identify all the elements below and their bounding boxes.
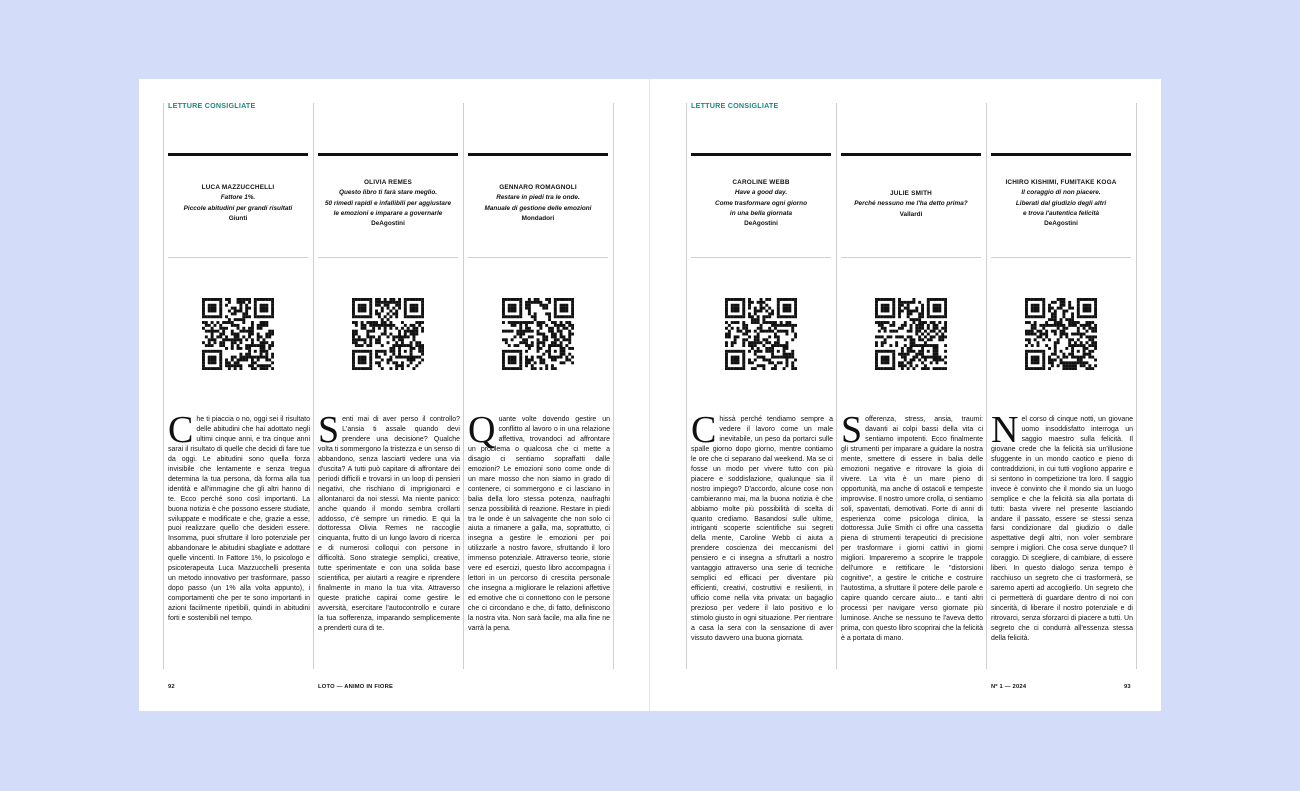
book-publisher: Vallardi [899, 210, 923, 218]
left-page [139, 79, 650, 711]
book-description [991, 415, 1133, 669]
drop-cap: N [991, 415, 1019, 451]
magazine-spread [139, 79, 1161, 711]
page-number: 93 [1124, 684, 1131, 690]
book-title-line: Have a good day. [734, 189, 788, 197]
qr-code [352, 298, 424, 370]
book-title-line: Il coraggio di non piacere. [1021, 189, 1101, 197]
book-info [318, 173, 458, 243]
qr-code [1025, 298, 1097, 370]
description-text: hissà perché tendiamo sempre a vedere il lavoro come un male inevitabile, un peso da portarci sulle spalle giorno dopo giorno, mentre contiamo le ore che ci separano dal weekend. Ma se ci fosse un modo per vivere tutto con più piacere e soddisfazione, qualunque sia il nostro impiego? D'accordo, alcune cose non cambieranno mai, ma la buona notizia è che abbiamo molte più possibilità di scelta di quanto crediamo. Basandosi sulle ultime, intriganti scoperte scientifiche sui segreti della mente, Caroline Webb ci aiuta a prendere coscienza dei meccanismi del pensiero e ci insegna a sfruttarli a nostro vantaggio attraverso una serie di tecniche semplici ed efficaci per diventare più efficienti, creativi, costruttivi e resilienti, in ufficio come nella vita privata: un bagaglio prezioso per vedere il lato positivo e lo stimolo giusto in ogni situazione. Per rientrare a casa la sera con la sensazione di aver vissuto davvero una buona giornata. [691, 416, 833, 642]
description-text: offerenza, stress, ansia, traumi: davanti ai colpi bassi della vita ci sentiamo impotenti. Ecco finalmente gli strumenti per imparare a guidare la nostra mente, smettere di essere in balia delle emozioni negative e ritrovare la gioia di vivere. La vita è un mare pieno di opportunità, ma anche di ostacoli e tempeste improvvise. Il nostro umore crolla, ci sentiamo soli, spaventati, demotivati. Forte di anni di esperienza come psicologa clinica, la dottoressa Julie Smith ci offre una cassetta piena di strumenti terapeutici di precisione per trasformare i giorni cattivi in giorni migliori. Impareremo a scoprire le trappole dell'umore e rettificare le "distorsioni cognitive", a gestire le critiche e costruire l'autostima, a sfruttare il potere delle parole e capire quando cercare aiuto... e tanti altri processi per navigare verso giornate più luminose. Anche se nessuno te l'aveva detto prima, con questo libro scoprirai che la felicità è a portata di mano. [841, 416, 983, 642]
book-column [991, 153, 1131, 669]
column-divider [318, 257, 458, 258]
qr-code [202, 298, 274, 370]
book-column [168, 153, 308, 669]
column-divider [468, 257, 608, 258]
book-info [991, 173, 1131, 243]
column-rule [613, 103, 614, 669]
book-title-line: Liberati dal giudizio degli altri [1015, 199, 1107, 207]
book-publisher: DeAgostini [1044, 220, 1078, 228]
book-description [841, 415, 983, 669]
column-top-bar [318, 153, 458, 156]
book-column [468, 153, 608, 669]
column-top-bar [691, 153, 831, 156]
description-text: uante volte dovendo gestire un conflitto al lavoro o in una relazione affettiva, trovandoci ad affrontare un problema o qualcosa che ci mette a disagio ci sentiamo sopraffatti dalle emozioni? Le emozioni sono come onde di un mare mosso che non siamo in grado di contenere, ci sommergono e ci lasciano in balia della loro stessa potenza, naufraghi senza possibilità di reazione. Restare in piedi tra le onde è un salvagente che non solo ci aiuta a rimanere a galla, ma, soprattutto, ci insegna a gestire le emozioni per poi utilizzarle a nostro favore, sfruttando il loro immenso potenziale. Attraverso teorie, storie vere ed esercizi, questo libro accompagna i lettori in un percorso di crescita personale che insegna a migliorare le relazioni affettive ed emotive che ci connettono con le persone che ci circondano e che, di fatto, definiscono la nostra vita. Non sarà facile, ma alla fine ne varrà la pena. [468, 416, 610, 633]
book-column [841, 153, 981, 669]
column-rule [1136, 103, 1137, 669]
qr-code [725, 298, 797, 370]
column-divider [841, 257, 981, 258]
book-author: OLIVIA REMES [364, 179, 412, 186]
book-description [468, 415, 610, 669]
column-top-bar [168, 153, 308, 156]
book-description [318, 415, 460, 669]
description-text: el corso di cinque notti, un giovane uomo insoddisfatto interroga un saggio maestro sulla felicità. Il giovane crede che la felicità sia un'illusione sfuggente in un mondo caotico e pieno di contraddizioni, in cui tutti vogliono apparire e si sentono in competizione tra loro. Il saggio invece è convinto che il mondo sia un luogo semplice e che la felicità sia alla portata di tutti: basta vivere nel presente lasciando andare il passato, essere se stessi senza farsi condizionare dal giudizio o dalle aspettative degli altri, non voler sembrare sempre i migliori. Che cosa serve dunque? Il coraggio. Di scegliere, di cambiare, di essere liberi. In questo dialogo senza tempo è racchiuso un segreto che ci trasformerà, se saremo aperti ad accoglierlo. Un segreto che ci permetterà di guardare dentro di noi con sincerità, di liberare il nostro potenziale e di ritrovarci, senza sforzarci di piacere a tutti. Un segreto che ci condurrà all'essenza stessa della felicità. [991, 416, 1133, 642]
drop-cap: S [318, 415, 340, 451]
book-author: JULIE SMITH [890, 190, 932, 197]
column-top-bar [841, 153, 981, 156]
book-publisher: DeAgostini [744, 220, 778, 228]
book-title-line: Perché nessuno me l'ha detto prima? [854, 200, 968, 208]
column-rule [986, 103, 987, 669]
book-info [691, 173, 831, 243]
book-info [841, 173, 981, 243]
book-title-line: e trova l'autentica felicità [1022, 209, 1100, 217]
book-author: LUCA MAZZUCCHELLI [201, 184, 275, 191]
book-info [468, 173, 608, 243]
page-number: 92 [168, 684, 175, 690]
qr-code [875, 298, 947, 370]
drop-cap: C [168, 415, 194, 451]
book-title-line: Restare in piedi tra le onde. [496, 194, 580, 202]
book-title-line: Fattore 1%. [220, 194, 256, 202]
book-author: ICHIRO KISHIMI, FUMITAKE KOGA [1005, 179, 1117, 186]
footer-title: LOTO — ANIMO IN FIORE [318, 684, 394, 690]
description-text: he ti piaccia o no, oggi sei il risultato delle abitudini che hai adottato negli ultimi cinque anni, e tra cinque anni sarai il risultato di quelle che decidi di fare tue da oggi. Le abitudini sono quella forza invisibile che lentamente e senza tregua determina la tua persona, dà forma alla tua identità e all'immagine che gli altri hanno di te. Ecco perché sono così importanti. La buona notizia è che possono essere studiate, sviluppate e modificate e che, grazie a esse, puoi realizzare quello che desideri essere. Insomma, puoi sfruttare il loro potenziale per abbandonare le abitudini sbagliate e adottare quelle vincenti. In Fattore 1%, lo psicologo e psicoterapeuta Luca Mazzucchelli presenta un metodo innovativo per trasformare, passo dopo passo (un 1% alla volta appunto), i comportamenti che per te sono importanti in azioni facilmente ripetibili, quindi in abitudini forti e sostenibili nel tempo. [168, 416, 310, 623]
book-description [691, 415, 833, 669]
book-author: CAROLINE WEBB [732, 179, 790, 186]
section-label: LETTURE CONSIGLIATE [168, 101, 256, 110]
book-publisher: Mondadori [521, 214, 555, 222]
description-text: enti mai di aver perso il controllo? L'ansia ti assale quando devi prendere una decisione? Qualche volta ti sommergono la tristezza e un senso di abbandono, senza lasciarti vedere una via d'uscita? A tutti può capitare di affrontare dei periodi difficili e trovarsi in un loop di pensieri negativi, che rischiano di imprigionarci e allontanarci da noi stessi. Ma niente panico: anche quando il mondo sembra crollarti addosso, c'è sempre un rimedio. E qui la dottoressa Olivia Remes ne raccoglie cinquanta, frutto di un lungo lavoro di ricerca e di numerosi colloqui con persone in difficoltà. Sono strategie semplici, creative, tutte sperimentate e con una solida base scientifica, per aiutarti a reagire e riprendere finalmente in mano la tua vita. Attraverso queste pratiche capirai come gestire le avversità, esercitare l'autocontrollo e curare la tua sofferenza, imparando semplicemente a prenderti cura di te. [318, 416, 460, 633]
qr-code [502, 298, 574, 370]
column-top-bar [991, 153, 1131, 156]
footer-issue: Nº 1 — 2024 [991, 684, 1027, 690]
column-divider [991, 257, 1131, 258]
book-title-line: 50 rimedi rapidi e infallibili per aggiustare [324, 199, 452, 207]
book-title-line: Manuale di gestione delle emozioni [484, 204, 592, 212]
book-title-line: Come trasformare ogni giorno [715, 199, 807, 207]
column-top-bar [468, 153, 608, 156]
book-description [168, 415, 310, 669]
book-column [318, 153, 458, 669]
book-title-line: Questo libro ti farà stare meglio. [338, 189, 437, 197]
section-label: LETTURE CONSIGLIATE [691, 101, 779, 110]
column-rule [313, 103, 314, 669]
book-title-line: in una bella giornata [729, 209, 793, 217]
column-divider [168, 257, 308, 258]
column-rule [686, 103, 687, 669]
book-author: GENNARO ROMAGNOLI [499, 184, 577, 191]
drop-cap: Q [468, 415, 496, 451]
book-publisher: DeAgostini [371, 220, 405, 228]
column-rule [463, 103, 464, 669]
column-rule [836, 103, 837, 669]
book-info [168, 173, 308, 243]
column-divider [691, 257, 831, 258]
book-title-line: Piccole abitudini per grandi risultati [183, 204, 293, 212]
book-publisher: Giunti [228, 214, 248, 222]
drop-cap: S [841, 415, 863, 451]
right-page [650, 79, 1161, 711]
book-title-line: le emozioni e imparare a governarle [333, 209, 443, 217]
column-rule [163, 103, 164, 669]
book-column [691, 153, 831, 669]
drop-cap: C [691, 415, 717, 451]
